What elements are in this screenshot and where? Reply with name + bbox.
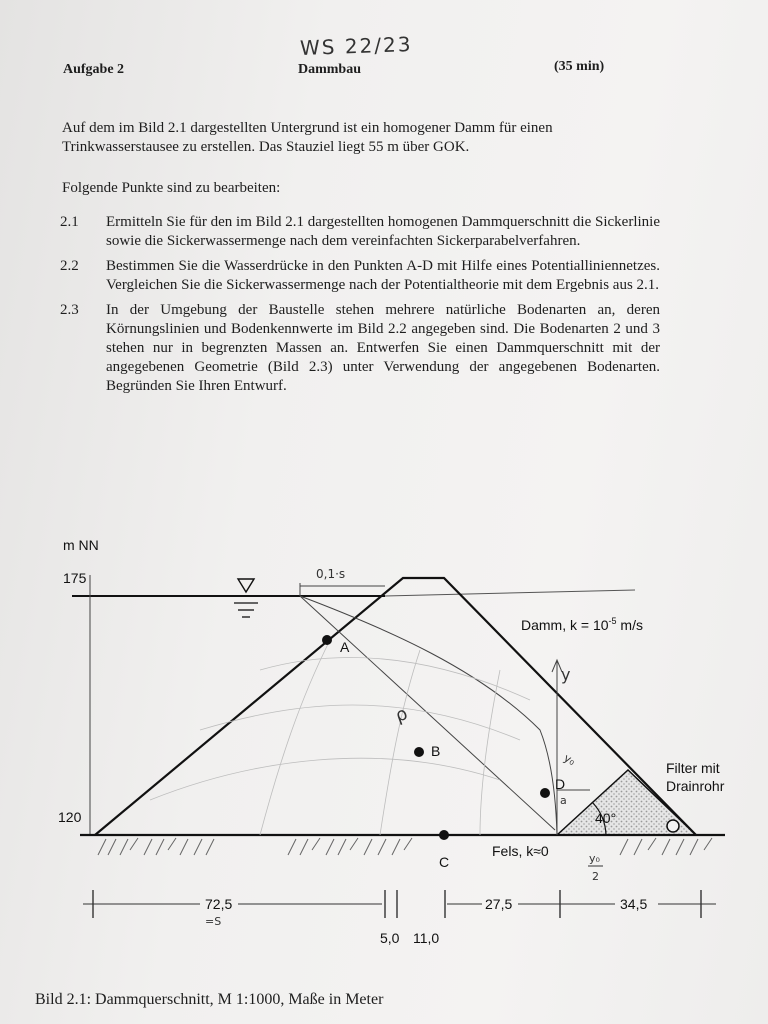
task-list — [60, 213, 660, 402]
dam-permeability-label: Damm, $k = 10^{-5}$ m/s — [521, 616, 643, 633]
point-c-label: C — [439, 854, 450, 870]
task-item-number: 2.3 — [60, 302, 79, 318]
handwritten-y0-half-denominator: 2 — [592, 870, 599, 883]
task-item-text: Ermitteln Sie für den im Bild 2.1 dargestellten homogenen Dammquerschnitt die Sickerlinie sowie die Sickerwassermenge nach dem vereinfachten Sickerparabelverfahren. — [106, 214, 660, 249]
task-item-number: 2.1 — [60, 214, 79, 230]
task-number: Aufgabe 2 — [63, 62, 125, 77]
level-120-label: 120 — [58, 809, 82, 825]
point-b-label: B — [431, 743, 441, 759]
handwritten-a-note: a — [560, 794, 567, 807]
flow-net-pencil-lines — [150, 640, 530, 835]
water-level-pencil-extension — [385, 590, 635, 596]
dimension-5-0: 5,0 — [380, 930, 400, 946]
handwritten-y0-note: y₀ — [561, 751, 578, 769]
handwritten-y0-half-numerator: y₀ — [589, 852, 600, 865]
task-lead: Folgende Punkte sind zu bearbeiten: — [62, 180, 281, 196]
figure-caption: Bild 2.1: Dammquerschnitt, M 1:1000, Maße in Meter — [35, 991, 384, 1008]
filter-label-line1: Filter mit — [666, 760, 720, 776]
task-item-text: In der Umgebung der Baustelle stehen mehrere natürliche Bodenarten an, deren Körnungslinien und Bodenkennwerte im Bild 2.2 angegeben sind. Die Bodenarten 2 und 3 stehen nur in begrenzten Massen an. Entwerfen Sie einen Dammquerschnitt mit der angegebenen Geometrie (Bild 2.3) unter Verwendung der angegebenen Bodenarten. Begründen Sie Ihren Entwurf. — [106, 302, 660, 394]
handwritten-semester-note: WS 22/23 — [299, 32, 413, 60]
task-title: Dammbau — [298, 62, 362, 77]
handwritten-top-dimension: 0,1·s — [316, 567, 346, 581]
task-item — [60, 301, 660, 396]
point-a-label: A — [340, 639, 350, 655]
handwritten-rho-note: ρ — [392, 703, 411, 727]
handwritten-y-axis-note: y — [561, 665, 571, 684]
task-item — [60, 257, 660, 295]
filter-label-line2: Drainrohr — [666, 778, 725, 794]
dimension-27-5: 27,5 — [485, 896, 513, 912]
dimension-11-0: 11,0 — [413, 930, 440, 946]
task-duration: (35 min) — [554, 59, 605, 74]
intro-paragraph: Auf dem im Bild 2.1 dargestellten Untergrund ist ein homogener Damm für einen Trinkwasserstausee zu erstellen. Das Stauziel liegt 55 m über GOK. — [62, 120, 553, 155]
dimension-34-5: 34,5 — [620, 896, 648, 912]
task-item — [60, 213, 660, 251]
ground-hatching — [98, 838, 712, 855]
dimension-72-5: 72,5 — [205, 896, 233, 912]
water-level-symbol-icon — [238, 579, 254, 592]
point-c-marker — [439, 830, 449, 840]
dam-cross-section-figure — [0, 520, 768, 960]
point-d-label: D — [555, 776, 566, 792]
point-d-marker — [540, 788, 550, 798]
point-a-marker — [322, 635, 332, 645]
drain-pipe-icon — [667, 820, 679, 832]
rock-permeability-label: Fels, k≈0 — [492, 843, 549, 859]
level-175-label: 175 — [63, 570, 87, 586]
point-b-marker — [414, 747, 424, 757]
axis-unit-label: m NN — [63, 537, 99, 553]
angle-label: 40° — [595, 810, 617, 826]
task-item-text: Bestimmen Sie die Wasserdrücke in den Punkten A-D mit Hilfe eines Potentialliniennetzes. Vergleichen Sie die Sickerwassermenge nach der Potentialtheorie mit dem Ergebnis aus 2.1. — [106, 258, 660, 293]
task-item-number: 2.2 — [60, 258, 79, 274]
handwritten-s-note: =S — [205, 915, 222, 928]
